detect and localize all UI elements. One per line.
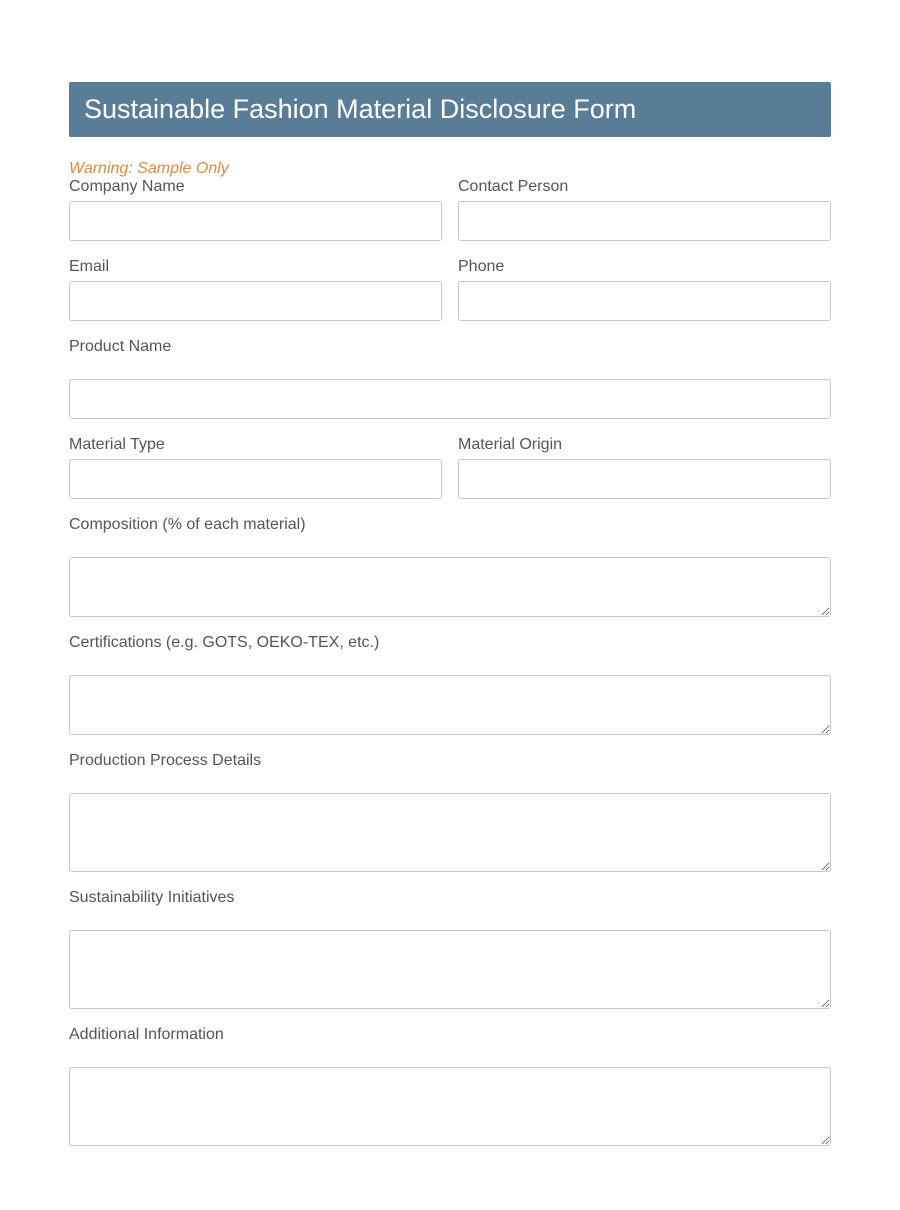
material-type-input[interactable]: [69, 459, 442, 499]
certifications-label: Certifications (e.g. GOTS, OEKO-TEX, etc.): [69, 634, 380, 651]
warning-notice: Warning: Sample Only: [69, 160, 229, 177]
product-name-label: Product Name: [69, 338, 172, 355]
sustainability-initiatives-label: Sustainability Initiatives: [69, 889, 235, 906]
additional-info-textarea[interactable]: [69, 1067, 831, 1146]
email-input[interactable]: [69, 281, 442, 321]
disclosure-form: [69, 82, 831, 1043]
material-origin-input[interactable]: [458, 459, 831, 499]
composition-label: Composition (% of each material): [69, 516, 306, 533]
phone-label: Phone: [458, 258, 505, 275]
material-type-label: Material Type: [69, 436, 165, 453]
production-process-textarea[interactable]: [69, 793, 831, 872]
sustainability-initiatives-textarea[interactable]: [69, 930, 831, 1009]
certifications-textarea[interactable]: [69, 675, 831, 735]
production-process-label: Production Process Details: [69, 752, 262, 769]
product-name-input[interactable]: [69, 379, 831, 419]
company-name-label: Company Name: [69, 178, 185, 195]
form-header: [69, 82, 831, 137]
company-name-input[interactable]: [69, 201, 442, 241]
contact-person-label: Contact Person: [458, 178, 569, 195]
email-label: Email: [69, 258, 110, 275]
material-origin-label: Material Origin: [458, 436, 563, 453]
composition-textarea[interactable]: [69, 557, 831, 617]
phone-input[interactable]: [458, 281, 831, 321]
form-title: Sustainable Fashion Material Disclosure Form: [84, 94, 637, 124]
contact-person-input[interactable]: [458, 201, 831, 241]
additional-info-label: Additional Information: [69, 1026, 224, 1043]
